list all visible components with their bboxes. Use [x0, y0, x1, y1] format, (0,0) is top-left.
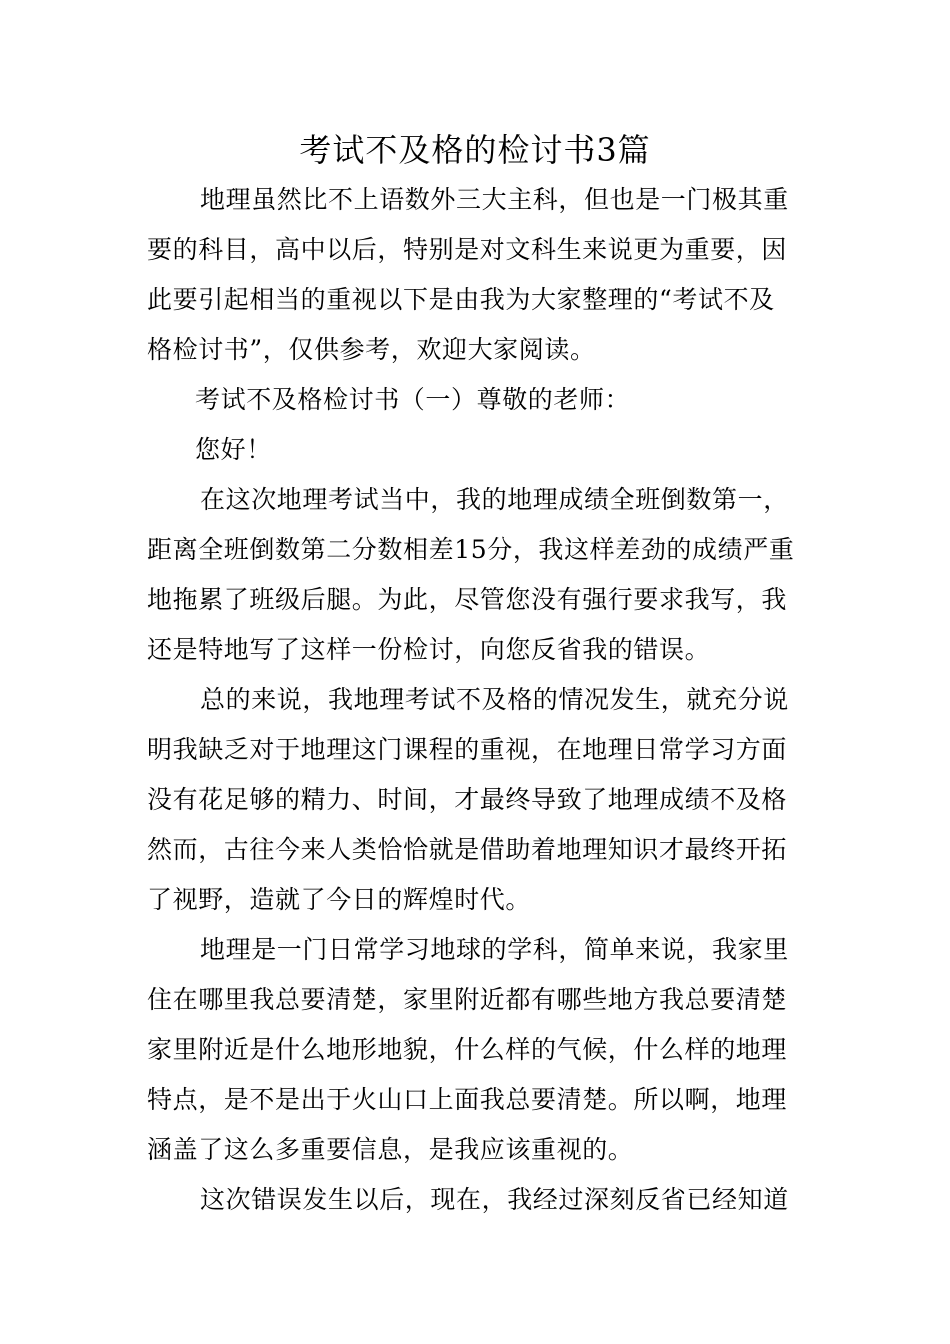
- paragraph-line: 涵盖了这么多重要信息，是我应该重视的。: [147, 1135, 634, 1164]
- section-heading-line: 考试不及格检讨书（一）尊敬的老师：: [195, 385, 631, 414]
- paragraph-line: 地理是一门日常学习地球的学科，简单来说，我家里: [200, 935, 789, 964]
- paragraph-line: 了视野，造就了今日的辉煌时代。: [147, 885, 532, 914]
- paragraph-line: 总的来说，我地理考试不及格的情况发生，就充分说: [200, 685, 789, 714]
- paragraph-line: 在这次地理考试当中，我的地理成绩全班倒数第一，: [200, 485, 789, 514]
- paragraph-line: 明我缺乏对于地理这门课程的重视，在地理日常学习方面: [147, 735, 788, 764]
- greeting-line: 您好！: [195, 435, 272, 464]
- paragraph-line: 特点，是不是出于火山口上面我总要清楚。所以啊，地理: [147, 1085, 788, 1114]
- paragraph-line: 住在哪里我总要清楚，家里附近都有哪些地方我总要清楚: [147, 985, 788, 1014]
- paragraph-line: 此要引起相当的重视以下是由我为大家整理的“考试不及: [147, 285, 775, 314]
- paragraph-line: 没有花足够的精力、时间，才最终导致了地理成绩不及格: [147, 785, 788, 814]
- paragraph-line: 家里附近是什么地形地貌，什么样的气候，什么样的地理: [147, 1035, 788, 1064]
- paragraph-line: 还是特地写了这样一份检讨，向您反省我的错误。: [147, 635, 711, 664]
- paragraph-line: 这次错误发生以后，现在，我经过深刻反省已经知道: [200, 1185, 789, 1214]
- document-body: [147, 175, 807, 1225]
- paragraph-line: 格检讨书”，仅供参考，欢迎大家阅读。: [147, 335, 596, 364]
- document-title: 考试不及格的检讨书3篇: [299, 131, 651, 169]
- paragraph-line: 地理虽然比不上语数外三大主科，但也是一门极其重: [200, 185, 789, 214]
- paragraph-line: 地拖累了班级后腿。为此，尽管您没有强行要求我写，我: [147, 585, 788, 614]
- paragraph-line: 然而，古往今来人类恰恰就是借助着地理知识才最终开拓: [147, 835, 788, 864]
- paragraph-line: 要的科目，高中以后，特别是对文科生来说更为重要，因: [147, 235, 788, 264]
- paragraph-line: 距离全班倒数第二分数相差15分，我这样差劲的成绩严重: [147, 535, 795, 564]
